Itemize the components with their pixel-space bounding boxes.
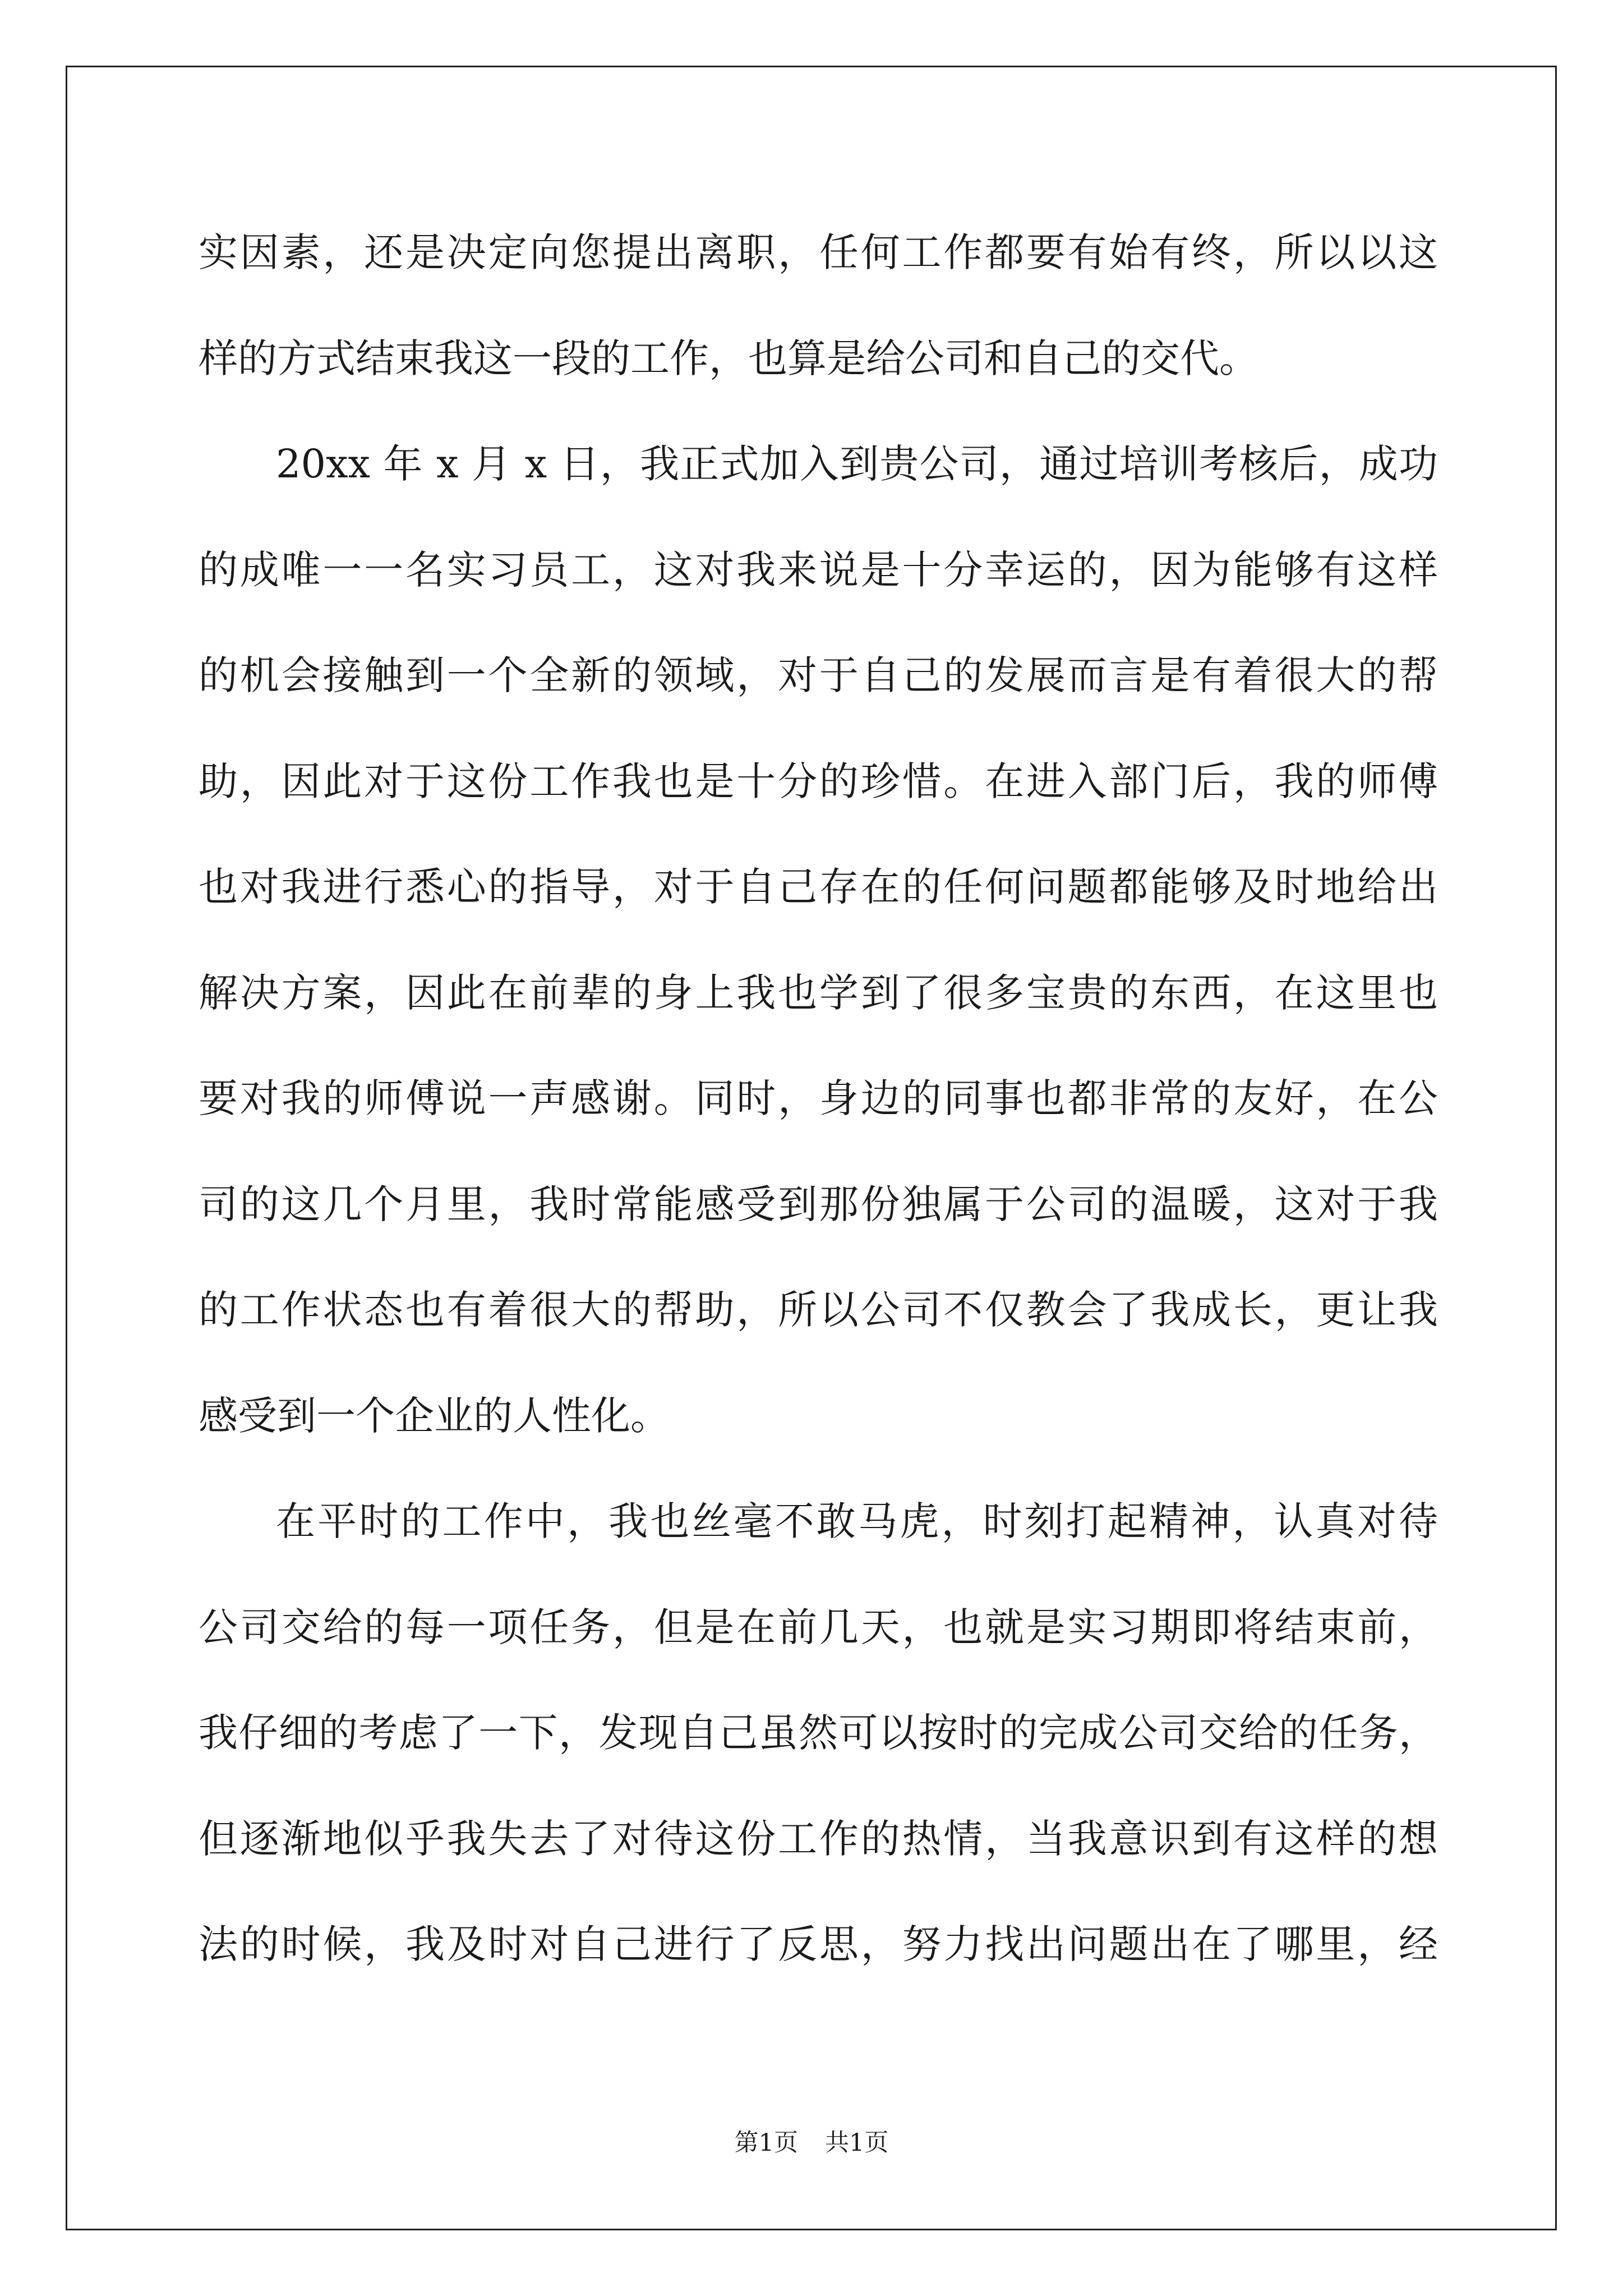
text-line: 20xx 年 x 月 x 日，我正式加入到贵公司，通过培训考核后，成功	[276, 441, 1438, 487]
document-body	[199, 216, 1438, 2014]
text-line: 法的时候，我及时对自己进行了反思，努力找出问题出在了哪里，经	[199, 1921, 1438, 1967]
text-line: 但逐渐地似乎我失去了对待这份工作的热情，当我意识到有这样的想	[199, 1815, 1438, 1862]
text-line: 实因素，还是决定向您提出离职，任何工作都要有始有终，所以以这	[199, 229, 1438, 275]
text-line: 公司交给的每一项任务，但是在前几天，也就是实习期即将结束前，	[199, 1604, 1438, 1650]
text-line: 解决方案，因此在前辈的身上我也学到了很多宝贵的东西，在这里也	[199, 969, 1438, 1016]
page-number-total: 共1页	[825, 2129, 889, 2157]
text-line: 的机会接触到一个全新的领域，对于自己的发展而言是有着很大的帮	[199, 652, 1438, 698]
page-number-current: 第1页	[734, 2129, 798, 2157]
text-line: 在平时的工作中，我也丝毫不敢马虎，时刻打起精神，认真对待	[276, 1498, 1438, 1544]
text-line: 司的这几个月里，我时常能感受到那份独属于公司的温暖，这对于我	[199, 1181, 1438, 1227]
page-footer	[0, 2126, 1623, 2160]
text-line: 的工作状态也有着很大的帮助，所以公司不仅教会了我成长，更让我	[199, 1287, 1438, 1333]
text-line: 感受到一个企业的人性化。	[199, 1392, 670, 1439]
text-line: 要对我的师傅说一声感谢。同时，身边的同事也都非常的友好，在公	[199, 1075, 1438, 1121]
text-line: 的成唯一一名实习员工，这对我来说是十分幸运的，因为能够有这样	[199, 546, 1438, 593]
text-line: 我仔细的考虑了一下，发现自己虽然可以按时的完成公司交给的任务，	[199, 1710, 1438, 1756]
text-line: 样的方式结束我这一段的工作，也算是给公司和自己的交代。	[199, 335, 1258, 381]
text-line: 也对我进行悉心的指导，对于自己存在的任何问题都能够及时地给出	[199, 864, 1438, 910]
text-line: 助，因此对于这份工作我也是十分的珍惜。在进入部门后，我的师傅	[199, 758, 1438, 804]
